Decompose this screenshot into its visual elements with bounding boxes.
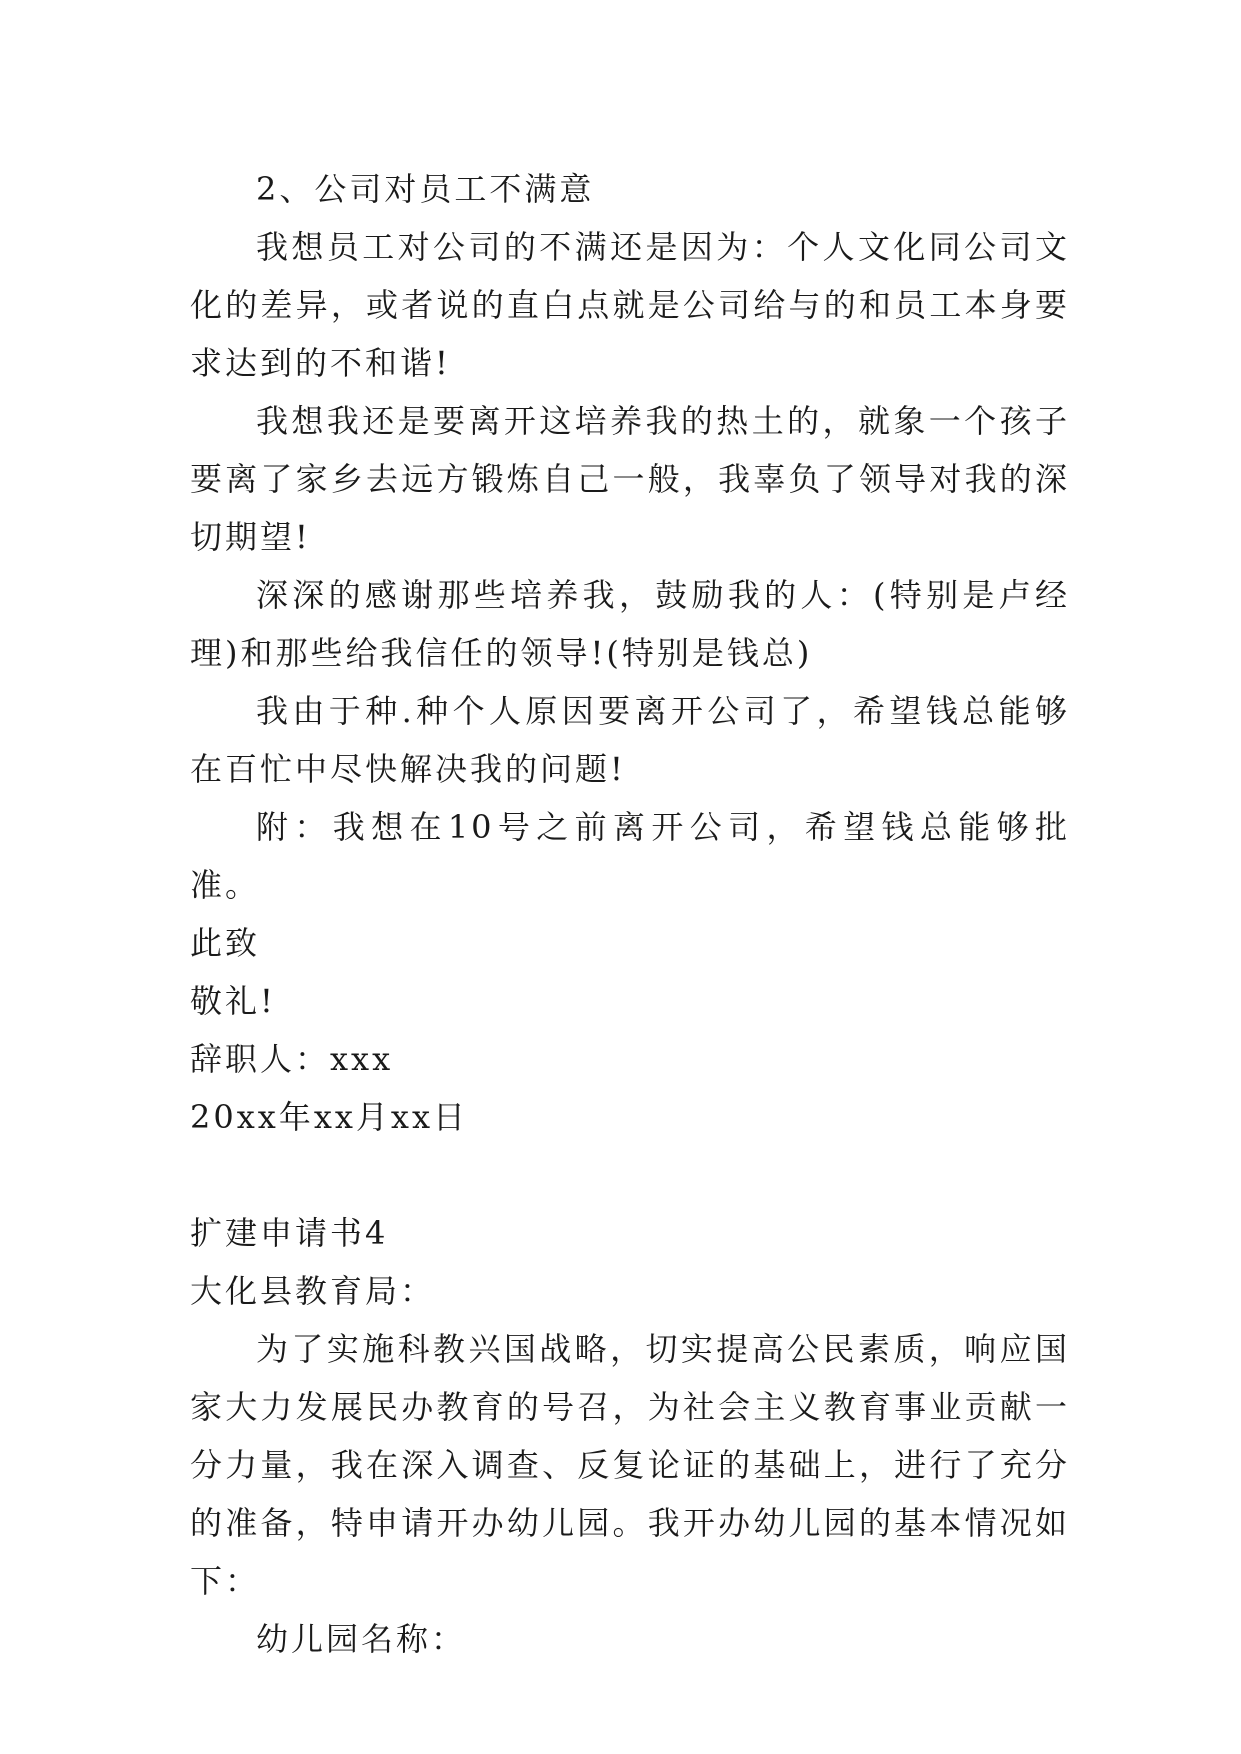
paragraph-reason: 我由于种.种个人原因要离开公司了，希望钱总能够在百忙中尽快解决我的问题! [190, 692, 1070, 788]
kindergarten-name-label: 幼儿园名称： [256, 1620, 467, 1658]
closing-line-1: 此致 [190, 924, 261, 962]
paragraph-thanks: 深深的感谢那些培养我，鼓励我的人：(特别是卢经理)和那些给我信任的领导!(特别是钱总) [190, 576, 1070, 672]
closing-line-2: 敬礼! [190, 982, 276, 1020]
signature: 辞职人：xxx [190, 1040, 394, 1078]
section-title: 扩建申请书4 [190, 1214, 389, 1252]
addressee: 大化县教育局： [190, 1272, 436, 1310]
document-body [190, 160, 1070, 1668]
paragraph-attachment: 附：我想在10号之前离开公司，希望钱总能够批准。 [190, 808, 1070, 904]
section-gap [190, 1146, 1070, 1204]
paragraph-leaving: 我想我还是要离开这培养我的热土的，就象一个孩子要离了家乡去远方锻炼自己一般，我辜负了领导对我的深切期望! [190, 402, 1070, 556]
signature-date: 20xx年xx月xx日 [190, 1098, 469, 1136]
paragraph-dissatisfaction: 我想员工对公司的不满还是因为：个人文化同公司文化的差异，或者说的直白点就是公司给与的和员工本身要求达到的不和谐! [190, 228, 1070, 382]
list-item-heading: 2、公司对员工不满意 [256, 170, 595, 208]
paragraph-intro: 为了实施科教兴国战略，切实提高公民素质，响应国家大力发展民办教育的号召，为社会主义教育事业贡献一分力量，我在深入调查、反复论证的基础上，进行了充分的准备，特申请开办幼儿园。我开办幼儿园的基本情况如下： [190, 1330, 1070, 1600]
